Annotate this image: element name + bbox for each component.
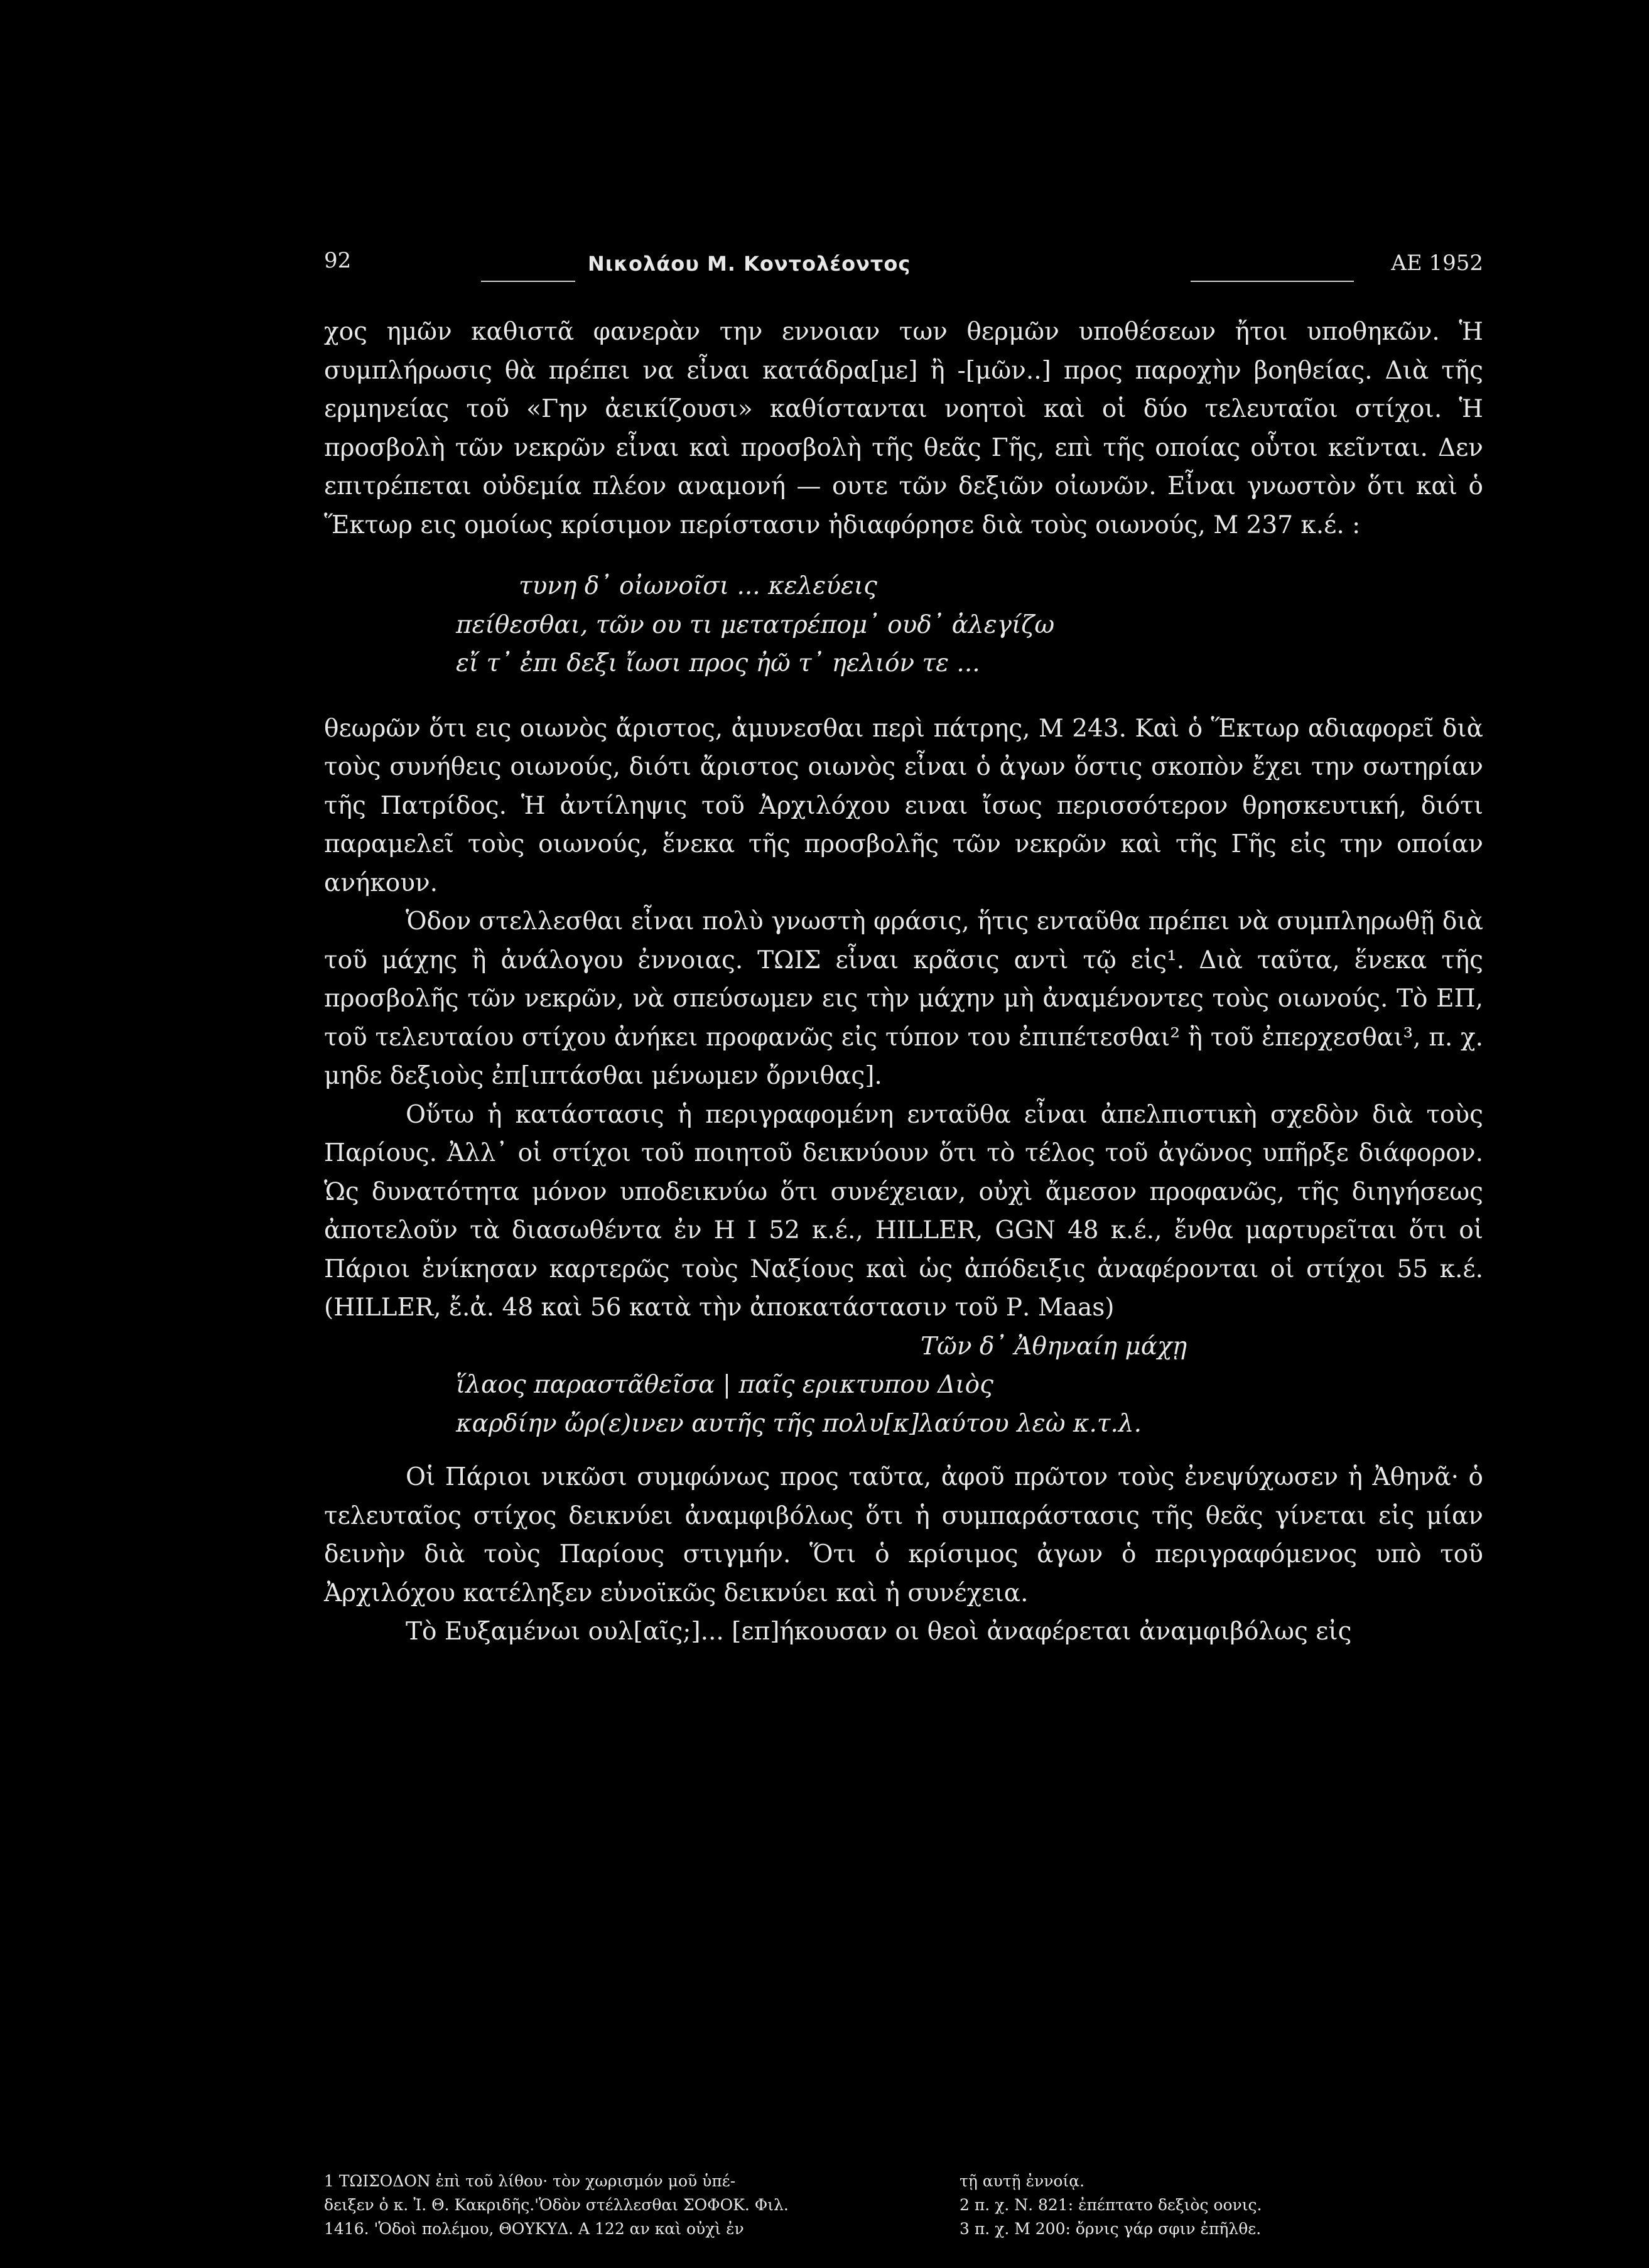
page-number: 92 (324, 248, 352, 273)
paragraph-2: θεωρῶν ὅτι εις οιωνὸς ἄριστος, ἀμυνεσθαι περὶ πάτρης, Μ 243. Καὶ ὁ Ἕκτωρ αδιαφορεῖ διὰ τοὺς συνήθεις οιωνούς, διότι ἄριστος οιωνὸς εἶναι ὁ ἀγων ὅστις σκοπὸν ἔχει την σωτηρίαν τῆς Πατρίδος. Ἡ ἀντίληψις τοῦ Ἀρχιλόχου ειναι ἴσως περισσότερον θρησκευτική, διότι παραμελεῖ τοὺς οιωνούς, ἕνεκα τῆς προσβολῆς τῶν νεκρῶν καὶ τῆς Γῆς εἰς την οποίαν ανήκουν. (324, 714, 1483, 897)
page-header (324, 248, 1483, 286)
homer-quote-iliad (324, 567, 1483, 683)
quote2-line-1: Τῶν δ᾿ Ἀθηναίη μάχῃ (921, 1332, 1187, 1361)
footnote-1-line-2: δειξεν ὁ κ. Ἰ. Θ. Κακριδῆς.'Ὁδὸν στέλλεσθαι ΣΟΦΟΚ. Φιλ. (324, 2196, 789, 2214)
footnote-1-continuation: τῇ αυτῇ ἐννοίᾳ. (960, 2172, 1085, 2190)
paragraph-4: Οὕτω ἡ κατάστασις ἡ περιγραφομένη ενταῦθα εἶναι ἀπελπιστικὴ σχεδὸν διὰ τοὺς Παρίους. Ἀλλ᾿ οἱ στίχοι τοῦ ποιητοῦ δεικνύουν ὅτι τὸ τέλος τοῦ ἀγῶνος υπῆρξε διάφορον. Ὡς δυνατότητα μόνον υποδεικνύω ὅτι συνέχειαν, οὐχὶ ἄμεσον προφανῶς, τῆς διηγήσεως ἀποτελοῦν τὰ διασωθέντα ἐν Η Ι 52 κ.έ., HILLER, GGN 48 κ.έ., ἔνθα μαρτυρεῖται ὅτι οἱ Πάριοι ἐνίκησαν καρτερῶς τοὺς Ναξίους καὶ ὡς ἀπόδειξις ἀναφέρονται οἱ στίχοι 55 κ.έ. (HILLER, ἔ.ἀ. 48 καὶ 56 κατὰ τὴν ἀποκατάστασιν τοῦ Ρ. Maas) (324, 1100, 1483, 1322)
paragraph-5: Οἱ Πάριοι νικῶσι συμφώνως προς ταῦτα, ἀφοῦ πρῶτον τοὺς ἐνεψύχωσεν ἡ Ἀθηνᾶ· ὁ τελευταῖος στίχος δεικνύει ἀναμφιβόλως ὅτι ἡ συμπαράστασις τῆς θεᾶς γίνεται εἰς μίαν δεινὴν διὰ τοὺς Παρίους στιγμήν. Ὅτι ὁ κρίσιμος ἀγων ὁ περιγραφόμενος υπὸ τοῦ Ἀρχιλόχου κατέληξεν εὐνοϊκῶς δεικνύει καὶ ἡ συνέχεια. (324, 1463, 1483, 1607)
footnote-2: 2 π. χ. Ν. 821: ἐπέπτατο δεξιὸς οονις. (960, 2196, 1262, 2214)
footnote-3: 3 π. χ. Μ 200: ὄρνις γάρ σφιν ἐπῆλθε. (960, 2220, 1262, 2238)
quote-line-1: τυνη δ᾿ οἰωνοῖσι ... κελεύεις (519, 572, 878, 600)
body-text (324, 313, 1483, 1651)
archilochus-quote (324, 1327, 1483, 1444)
quote2-line-3: καρδίην ὤρ(ε)ινεν αυτῆς τῆς πολυ[κ]λαύτου λεὼ κ.τ.λ. (456, 1409, 1142, 1438)
header-rule-left (481, 281, 575, 282)
footnote-1-line-1: 1 ΤΩΙΣΟΔΟΝ ἐπὶ τοῦ λίθου· τὸν χωρισμόν μοῦ ὑπέ- (324, 2172, 736, 2190)
footnotes-left-column (324, 2169, 902, 2241)
footnotes-right-column (960, 2169, 1474, 2241)
footnote-1-line-3: 1416. 'Ὁδοὶ πολέμου, ΘΟΥΚΥΔ. Α 122 αν καὶ οὐχὶ ἐν (324, 2220, 744, 2238)
quote-line-2: πείθεσθαι, τῶν ου τι μετατρέπομ᾿ ουδ᾿ ἀλεγίζω (456, 610, 1055, 639)
running-head-journal: ΑΕ 1952 (1391, 251, 1483, 276)
quote2-line-2: ἵλαος παραστᾶθεῖσα | παῖς ερικτυπου Διὸς (456, 1371, 993, 1399)
header-rule-right (1191, 281, 1354, 282)
running-head-author: Νικολάου Μ. Κοντολέοντος (588, 252, 911, 276)
paragraph-6: Τὸ Ευξαμένωι ουλ[αῖς;]... [επ]ήκουσαν οι θεοὶ ἀναφέρεται ἀναμφιβόλως εἰς (406, 1617, 1352, 1646)
paragraph-1: χος ημῶν καθιστᾶ φανερὰν την εννοιαν των θερμῶν υποθέσεων ἤτοι υποθηκῶν. Ἡ συμπλήρωσις θὰ πρέπει να εἶναι κατάδρα[με] ἢ -[μῶν..] προς παροχὴν βοηθείας. Διὰ τῆς ερμηνείας τοῦ «Γην ἀεικίζουσι» καθίστανται νοητοὶ καὶ οἱ δύο τελευταῖοι στίχοι. Ἡ προσβολὴ τῶν νεκρῶν εἶναι καὶ προσβολὴ τῆς θεᾶς Γῆς, επὶ τῆς οποίας οὗτοι κεῖνται. Δεν επιτρέπεται οὐδεμία πλέον αναμονή — ουτε τῶν δεξιῶν οἰωνῶν. Εἶναι γνωστὸν ὅτι καὶ ὁ Ἕκτωρ εις ομοίως κρίσιμον περίστασιν ἠδιαφόρησε διὰ τοὺς οιωνούς, Μ 237 κ.έ. : (324, 318, 1483, 539)
quote-line-3: εἴ τ᾿ ἐπι δεξι ἴωσι προς ἠῶ τ᾿ ηελιόν τε ... (456, 649, 980, 678)
paragraph-3: Ὁδον στελλεσθαι εἶναι πολὺ γνωστὴ φράσις, ἥτις ενταῦθα πρέπει νὰ συμπληρωθῇ διὰ τοῦ μάχης ἢ ἀνάλογου ἐννοιας. ΤΩΙΣ εἶναι κρᾶσις αντὶ τῷ εἰς¹. Διὰ ταῦτα, ἕνεκα τῆς προσβολῆς τῶν νεκρῶν, νὰ σπεύσωμεν εις τὴν μάχην μὴ ἀναμένοντες τοὺς οιωνούς. Τὸ ΕΠ, τοῦ τελευταίου στίχου ἀνήκει προφανῶς εἰς τύπον του ἐπιπέτεσθαι² ἢ τοῦ ἐπερχεσθαι³, π. χ. μηδε δεξιοὺς ἐπ[ιπτάσθαι μένωμεν ὄρνιθας]. (324, 907, 1483, 1090)
